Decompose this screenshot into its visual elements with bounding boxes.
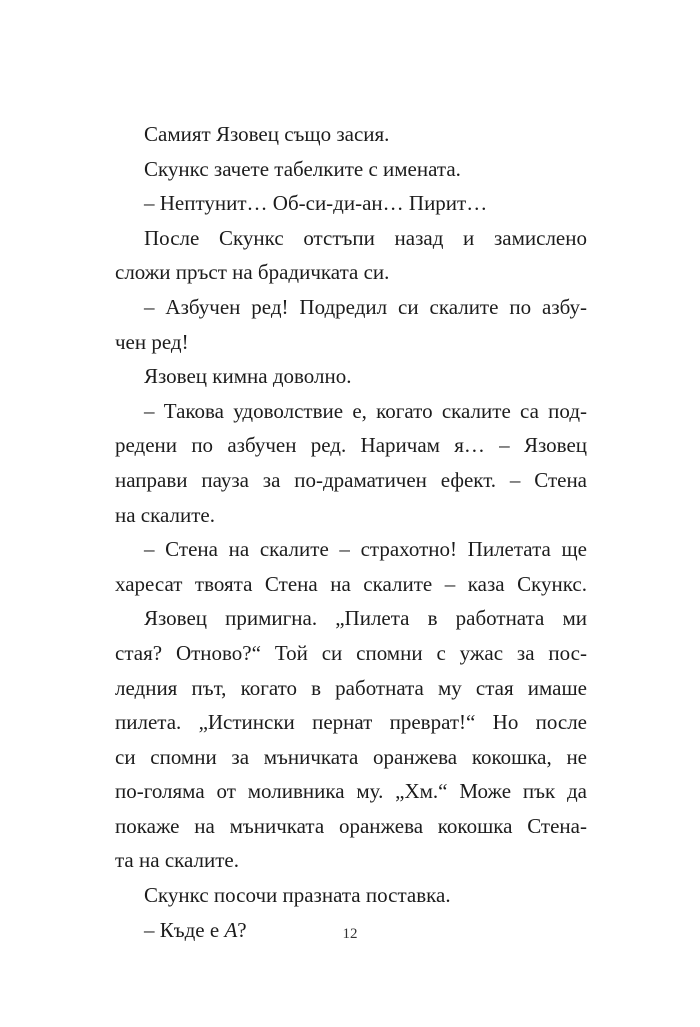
text-line: ледния път, когато в работната му стая имаше bbox=[115, 675, 587, 700]
text-line: сложи пръст на брадичката си. bbox=[115, 260, 390, 285]
italic-letter: А bbox=[224, 917, 238, 942]
text-line: стая? Отново?“ Той си спомни с ужас за пос- bbox=[115, 640, 587, 665]
text-line: покаже на мъничката оранжева кокошка Стена- bbox=[115, 813, 587, 838]
text-line: харесат твоята Стена на скалите – каза Скункс. bbox=[115, 571, 587, 596]
text-line: Самият Язовец също засия. bbox=[144, 122, 390, 146]
text-line: Язовец примигна. „Пилета в работната ми bbox=[144, 606, 587, 631]
text-line: на скалите. bbox=[115, 502, 215, 527]
text-line: – Азбучен ред! Подредил си скалите по азбу- bbox=[144, 294, 587, 319]
text-line: Скункс зачете табелките с имената. bbox=[144, 156, 461, 181]
text-line-last-end: ? bbox=[237, 917, 247, 942]
text-line: Скункс посочи празната поставка. bbox=[144, 883, 451, 908]
text-line: – Такова удоволствие е, когато скалите са под- bbox=[144, 398, 587, 423]
text-line: пилета. „Истински пернат преврат!“ Но после bbox=[115, 710, 587, 735]
text-line: направи пауза за по-драматичен ефект. – Стена bbox=[115, 467, 587, 492]
text-line: та на скалите. bbox=[115, 848, 239, 873]
page-number: 12 bbox=[342, 926, 358, 942]
text-line-last-start: – Къде е bbox=[144, 917, 225, 942]
text-line: – Нептунит… Об-си-ди-ан… Пирит… bbox=[144, 191, 488, 216]
text-line: по-голяма от моливника му. „Хм.“ Може пък да bbox=[115, 779, 587, 804]
text-line: После Скункс отстъпи назад и замислено bbox=[144, 225, 587, 250]
text-line: редени по азбучен ред. Наричам я… – Язовец bbox=[115, 433, 587, 458]
text-line: си спомни за мъничката оранжева кокошка, не bbox=[115, 744, 587, 769]
body-text bbox=[115, 117, 587, 947]
text-line: чен ред! bbox=[115, 329, 189, 354]
text-line: Язовец кимна доволно. bbox=[144, 364, 352, 389]
text-line: – Стена на скалите – страхотно! Пилетата ще bbox=[144, 537, 587, 562]
